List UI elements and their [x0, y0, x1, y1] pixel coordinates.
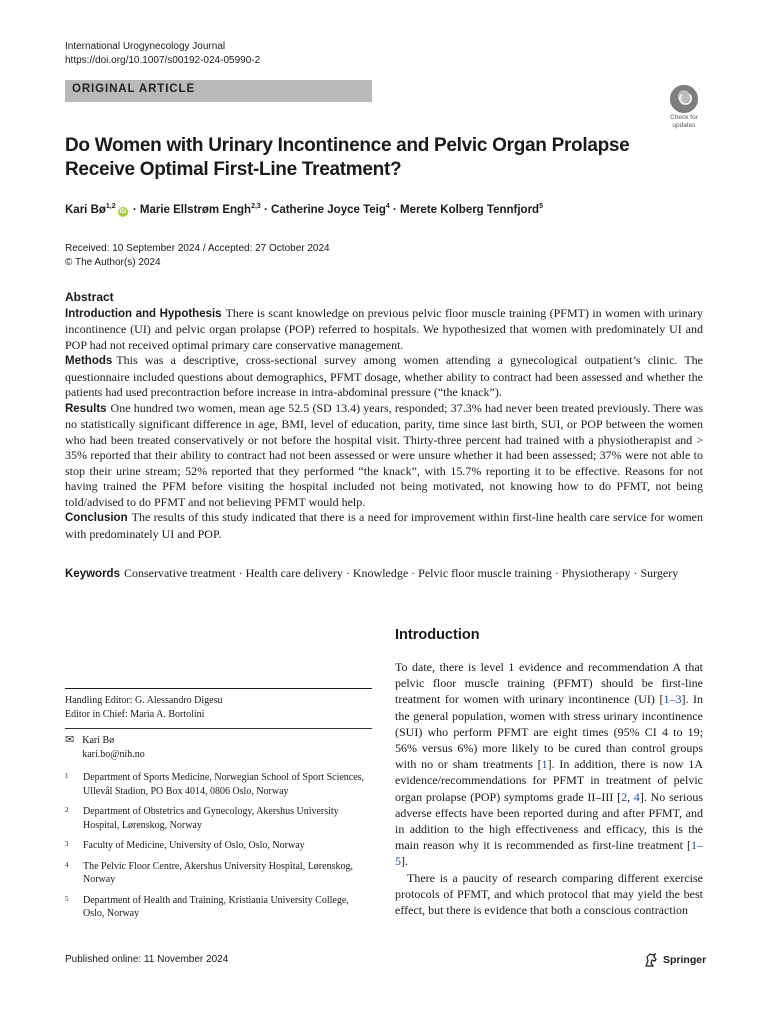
- introduction-heading: Introduction: [395, 627, 480, 643]
- citation-link[interactable]: 1: [541, 757, 548, 772]
- abstract-text: This was a descriptive, cross-sectional survey among women attending a gynecological outpatient’s clinic. The questionnaire included questions about demographics, PFMT dosage, whether ability to contract had been assessed and whether the patients had used precontraction before increase in intra-abdominal pressure (“the knack”).: [65, 353, 703, 399]
- received-accepted-dates: Received: 10 September 2024 / Accepted: 27 October 2024: [65, 243, 330, 254]
- handling-editor: Handling Editor: G. Alessandro Digesu: [65, 695, 223, 706]
- envelope-icon: ✉: [65, 734, 75, 746]
- publisher-logo: [643, 953, 706, 967]
- author-name[interactable]: Catherine Joyce Teig: [271, 204, 386, 216]
- published-online-date: Published online: 11 November 2024: [65, 954, 229, 965]
- introduction-paragraph: [395, 659, 703, 870]
- abstract-text: There is scant knowledge on previous pelvic floor muscle training (PFMT) in women with urinary incontinence (UI) and pelvic organ prolapse (POP) referred to hospitals. We hypothesized that women with predominately UI and POP had not received optimal primary care conservative management.: [65, 305, 703, 352]
- citation-link[interactable]: 2: [621, 789, 628, 804]
- check-badge-line1: Check for: [670, 114, 698, 121]
- abstract-text: One hundred two women, mean age 52.5 (SD 13.4) years, responded; 37.3% had never been treated previously. There was no statistically significant difference in age, BMI, level of education, parity, time since last birth, SUI, or POP between the women who had been treated conservatively or not before the hospital visit. Thirty-three percent had trained with a physiotherapist and > 35% reported that their ability to contract had not been assessed or were unsure whether it had been assessed; 37% were not able to stop their urine stream; 52% reported that they performed “the knack”, with 15.7% reporting it to be effective. Reasons for not having trained the PFM before visiting the hospital included not being motivated, not knowing how to do PFMT, not being told/advised to do PFMT and not believing PFMT would help.: [65, 400, 703, 509]
- check-for-updates-icon: [670, 85, 698, 113]
- affiliation-text: Department of Health and Training, Kristiania University College, Oslo, Norway: [83, 894, 349, 919]
- article-type-label: ORIGINAL ARTICLE: [65, 80, 372, 102]
- author-affiliation-sup: 2,3: [251, 203, 261, 210]
- article-dates: [65, 242, 330, 270]
- text-run: ]. In the general population, women with stress urinary incontinence (SUI) who perform PFMT are eight times (95% CI 4 to 19; 56% versus 6%) more likely to be cured than control groups with no or sham treatments [: [395, 692, 703, 772]
- journal-name: International Urogynecology Journal: [65, 41, 226, 52]
- affiliation-item: [65, 839, 372, 853]
- footnotes-column: [65, 688, 372, 928]
- abstract-section: [65, 290, 703, 542]
- text-run: ]. No serious adverse effects have been reported during and after PFMT, and in addition to the high effectiveness and efficacy, this is the main reason why it is recommended as first-line treatment [: [395, 789, 703, 853]
- keywords-list: Conservative treatment · Health care delivery · Knowledge · Pelvic floor muscle training · Physiotherapy · Surgery: [123, 566, 679, 580]
- abstract-results: [65, 401, 703, 511]
- check-badge-line2: updates: [672, 122, 696, 129]
- affiliation-item: [65, 894, 372, 921]
- text-run: ,: [627, 789, 634, 804]
- author-separator: ·: [129, 204, 140, 216]
- copyright-notice: © The Author(s) 2024: [65, 257, 161, 268]
- affiliation-text: Faculty of Medicine, University of Oslo, Oslo, Norway: [83, 840, 305, 851]
- abstract-subheading: Methods: [65, 355, 113, 367]
- citation-link[interactable]: 1–3: [663, 692, 682, 707]
- corresponding-author-email[interactable]: kari.bo@nih.no: [82, 748, 145, 760]
- check-for-updates-badge[interactable]: [664, 85, 704, 129]
- affiliation-number: 1: [65, 772, 69, 780]
- abstract-heading: Abstract: [65, 290, 114, 304]
- orcid-icon[interactable]: iD: [119, 208, 126, 215]
- affiliation-item: [65, 771, 372, 798]
- author-affiliation-sup: 5: [539, 203, 543, 210]
- text-run: ].: [401, 854, 408, 869]
- author-affiliation-sup: 4: [385, 203, 390, 210]
- abstract-conclusion: [65, 510, 703, 542]
- author-name[interactable]: Marie Ellstrøm Engh: [139, 204, 252, 216]
- author-name[interactable]: Kari Bø: [65, 204, 106, 216]
- introduction-paragraph: There is a paucity of research comparing different exercise protocols of PFMT, and which protocol that may yield the best effect, but there is evidence that both a conscious contraction: [395, 870, 703, 918]
- affiliation-item: [65, 860, 372, 887]
- citation-link[interactable]: 4: [633, 789, 640, 804]
- affiliation-number: 4: [65, 860, 69, 869]
- author-name[interactable]: Merete Kolberg Tennfjord: [400, 204, 540, 216]
- author-separator: ·: [389, 204, 400, 216]
- affiliation-number: 3: [65, 840, 69, 848]
- author-separator: ·: [260, 204, 272, 216]
- author-affiliation-sup: 1,2: [105, 203, 116, 210]
- affiliation-item: [65, 805, 372, 832]
- springer-horse-icon: [643, 953, 659, 967]
- citation-link[interactable]: 1–5: [395, 838, 703, 869]
- divider: [65, 688, 372, 689]
- affiliation-number: 2: [65, 806, 69, 814]
- article-title: Do Women with Urinary Incontinence and Pelvic Organ Prolapse Receive Optimal First-Line Treatment?: [65, 135, 630, 180]
- affiliation-text: The Pelvic Floor Centre, Akershus University Hospital, Lørenskog, Norway: [83, 860, 353, 885]
- abstract-subheading: Introduction and Hypothesis: [65, 307, 222, 320]
- abstract-text: The results of this study indicated that there is a need for improvement within first-line health care service for women with predominately UI and POP.: [65, 510, 703, 541]
- divider: [65, 728, 372, 729]
- corresponding-author: [65, 734, 372, 761]
- text-run: ]. In addition, there is now 1A evidence/recommendations for PFMT in treatment of pelvic organ prolapse (POP) symptoms grade II–III [: [395, 757, 704, 804]
- author-list: [65, 203, 543, 217]
- introduction-text: [395, 659, 703, 918]
- doi-link[interactable]: https://doi.org/10.1007/s00192-024-05990-2: [65, 55, 261, 66]
- publisher-name: Springer: [663, 954, 707, 966]
- affiliation-text: Department of Obstetrics and Gynecology, Akershus University Hospital, Lørenskog, Norway: [83, 806, 339, 831]
- affiliation-number: 5: [65, 894, 69, 903]
- abstract-subheading: Results: [65, 402, 107, 415]
- text-run: To date, there is level 1 evidence and recommendation A that pelvic floor muscle training (PFMT) should be first-line treatment for women with urinary incontinence (UI) [: [395, 660, 703, 707]
- keywords-label: Keywords: [65, 568, 120, 580]
- corresponding-author-name: Kari Bø: [82, 735, 115, 746]
- abstract-methods: [65, 353, 703, 401]
- abstract-subheading: Conclusion: [65, 512, 128, 524]
- affiliation-text: Department of Sports Medicine, Norwegian School of Sport Sciences, Ullevål Stadion, PO Box 4014, 0806 Oslo, Norway: [83, 772, 365, 797]
- body-column: [395, 627, 703, 918]
- keywords-section: [65, 565, 703, 582]
- abstract-introduction: [65, 306, 703, 354]
- editor-in-chief: Editor in Chief: Maria A. Bortolini: [65, 708, 205, 720]
